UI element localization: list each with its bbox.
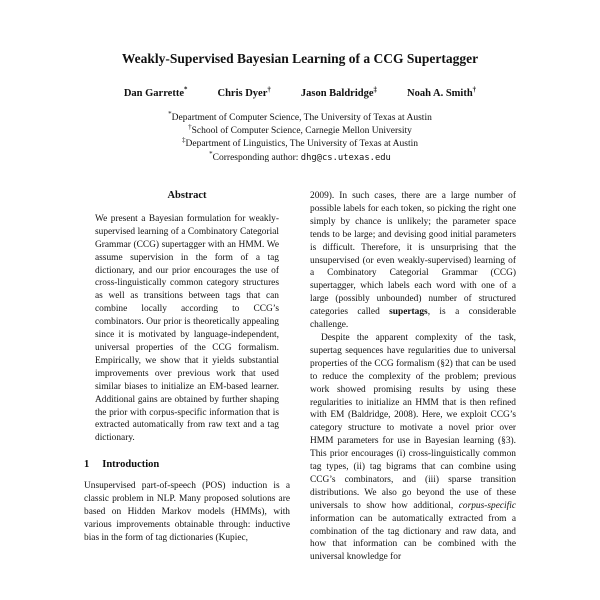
- affiliation-text: School of Computer Science, Carnegie Mellon University: [191, 126, 412, 136]
- author-affiliation-mark: †: [472, 85, 477, 94]
- affiliation-mark: *: [168, 109, 172, 118]
- affiliation-text: Department of Linguistics, The University of Texas at Austin: [185, 139, 418, 149]
- affiliation-mark: ‡: [182, 135, 186, 144]
- author-affiliation-mark: *: [184, 85, 188, 94]
- section-title: Introduction: [102, 459, 160, 471]
- paragraph-text: , is a considerable challenge.: [310, 307, 516, 331]
- right-column: [310, 190, 516, 564]
- paragraph-text: 2009). In such cases, there are a large number of possible labels for each token, so picking the right one simply by chance is unlikely; the parameter space tends to be large; and devising good initial parameters is difficult. Therefore, it is unsurprising that the unsupervised (or even weakly-supervised) learning of a Combinatory Categorial Grammar (CCG) supertagger, which labels each word with one of a large (possibly unbounded) number of structured categories called: [310, 191, 516, 318]
- column2-paragraph-2: [310, 332, 516, 564]
- author-name: Chris Dyer: [217, 88, 268, 99]
- section-1-heading: [84, 459, 290, 472]
- corresponding-label: Corresponding author:: [212, 153, 301, 163]
- two-column-body: [84, 190, 516, 564]
- author-affiliation-mark: ‡: [373, 85, 378, 94]
- corresponding-mark: *: [209, 149, 213, 158]
- affiliation-line: [84, 122, 516, 138]
- paragraph-text: Despite the apparent complexity of the task, supertag sequences have regularities due to universal properties of the CCG formalism (§2) that can be used to reduce the complexity of the problem; previous work showed promising results by using these regularities to initialize an HMM that is then refined with EM (Baldridge, 2008). Here, we exploit CCG’s category structure to motivate a novel prior over HMM parameters for use in Bayesian learning (§3). This prior encourages (i) cross-linguistically common tag types, (ii) tag bigrams that can combine using CCG’s combinators, and (iii) sparse transition distributions. We also go beyond the use of these universals to show how additional,: [310, 332, 516, 511]
- author: [217, 85, 271, 99]
- abstract-heading: Abstract: [167, 190, 207, 201]
- author-affiliation-mark: †: [267, 85, 271, 94]
- affiliation-list: [84, 109, 516, 151]
- corresponding-email: dhg@cs.utexas.edu: [300, 153, 391, 163]
- author: [300, 85, 378, 99]
- italic-term: corpus-specific: [458, 500, 516, 511]
- abstract-text: We present a Bayesian formulation for weakly-supervised learning of a Combinatory Categorial Grammar (CCG) supertagger with an HMM. We assume supervision in the form of a tag dictionary, and our prior encourages the use of cross-linguistically common category structures as well as transitions between tags that can combine locally according to CCG’s combinators. Our prior is theoretically appealing since it is motivated by language-independent, universal properties of the CCG formalism. Empirically, we show that it yields substantial improvements over previous work that used similar biases to initialize an EM-based learner. Additional gains are obtained by further shaping the prior with corpus-specific information that is extracted automatically from raw text and a tag dictionary.: [95, 213, 279, 444]
- affiliation-line: [84, 135, 516, 151]
- author-name: Jason Baldridge: [300, 88, 374, 99]
- affiliation-mark: †: [188, 122, 192, 131]
- author: [407, 85, 477, 99]
- bold-term: supertags: [389, 307, 428, 318]
- author-list: [84, 85, 516, 99]
- affiliation-line: [84, 109, 516, 125]
- section-number: 1: [84, 459, 90, 471]
- column2-paragraph-1: [310, 190, 516, 332]
- paper-title: Weakly-Supervised Bayesian Learning of a CCG Supertagger: [121, 51, 479, 66]
- author-name: Noah A. Smith: [407, 88, 473, 99]
- affiliation-text: Department of Computer Science, The University of Texas at Austin: [171, 113, 432, 123]
- author: [123, 85, 188, 99]
- corresponding-author-line: [84, 149, 516, 165]
- intro-paragraph: Unsupervised part-of-speech (POS) induction is a classic problem in NLP. Many proposed solutions are based on Hidden Markov models (HMMs), with various improvements obtainable through: inductive bias in the form of tag dictionaries (Kupiec,: [84, 481, 290, 543]
- left-column: [84, 190, 290, 545]
- author-name: Dan Garrette: [123, 88, 184, 99]
- paragraph-text: information can be automatically extracted from a combination of the tag dictionary and raw data, and how that information can be combined with the universal knowledge for: [310, 513, 516, 563]
